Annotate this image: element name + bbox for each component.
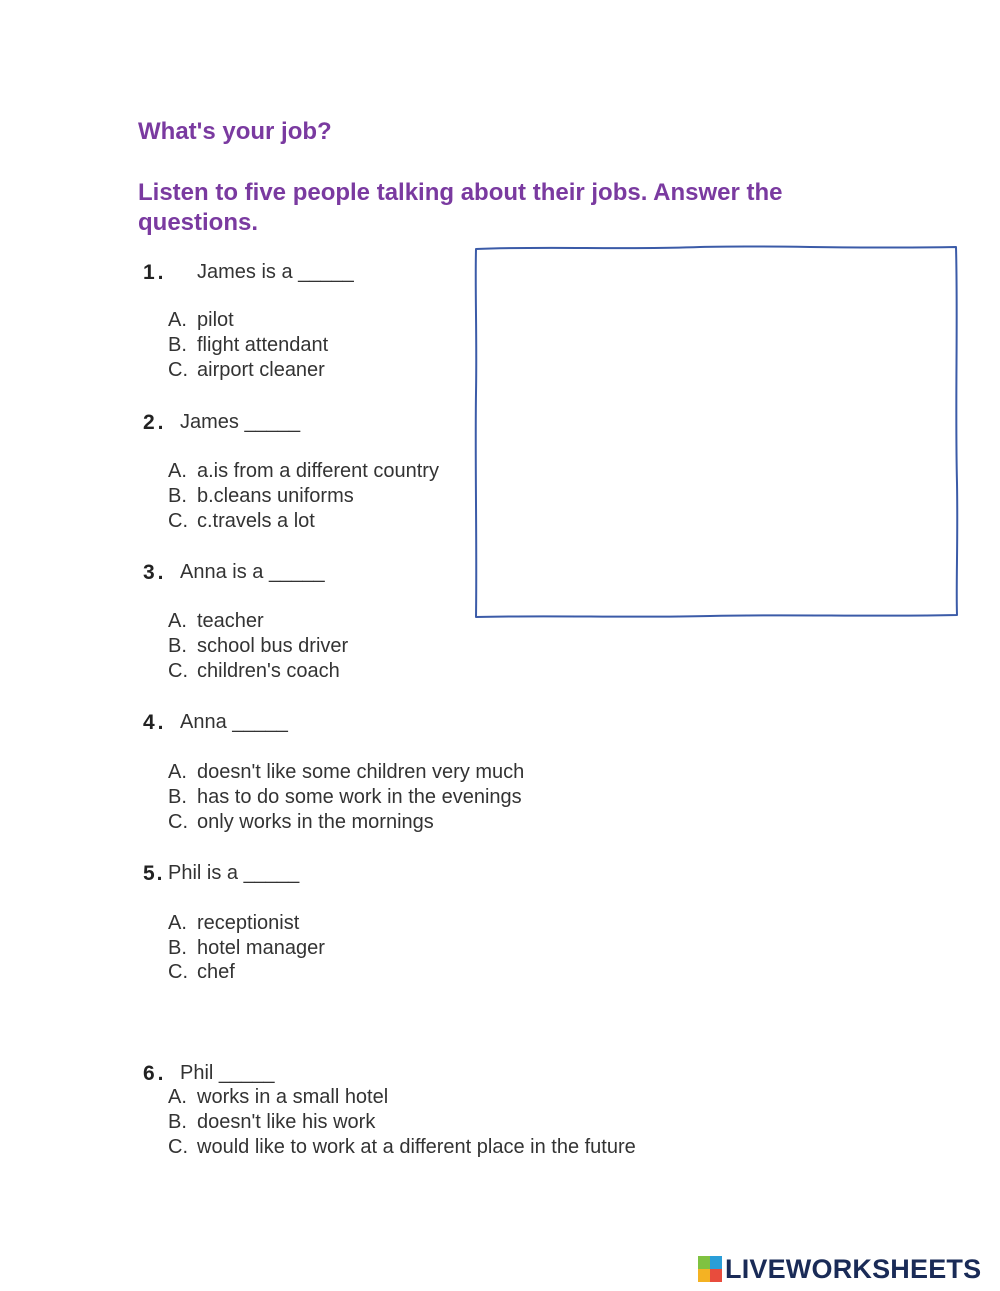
brand-footer (698, 1254, 981, 1284)
option-letter: A. (168, 1086, 187, 1108)
option-text: b.cleans uniforms (197, 485, 354, 507)
option-text: would like to work at a different place in the future (197, 1136, 636, 1158)
option-letter: A. (168, 460, 187, 482)
question-number: 5. (143, 862, 165, 885)
answer-option[interactable] (168, 786, 522, 809)
question-text: Anna is a _____ (180, 561, 325, 583)
option-text: works in a small hotel (197, 1086, 389, 1108)
option-text: flight attendant (197, 334, 329, 356)
answer-option[interactable] (168, 309, 234, 332)
option-text: only works in the mornings (197, 811, 434, 833)
option-text: hotel manager (197, 937, 325, 959)
question-text: Anna _____ (180, 711, 288, 733)
answer-option[interactable] (168, 660, 340, 683)
option-text: children's coach (197, 660, 340, 682)
answer-option[interactable] (168, 1111, 375, 1134)
option-text: receptionist (197, 912, 300, 934)
option-letter: A. (168, 761, 187, 783)
answer-option[interactable] (168, 912, 299, 935)
brand-name: LIVEWORKSHEETS (725, 1253, 982, 1284)
instructions: Listen to five people talking about their jobs. Answer the questions. (138, 179, 783, 236)
option-text: c.travels a lot (197, 510, 315, 532)
answer-option[interactable] (168, 485, 354, 508)
answer-option[interactable] (168, 811, 434, 834)
option-letter: B. (168, 937, 187, 959)
option-text: doesn't like some children very much (197, 761, 525, 783)
option-letter: B. (168, 635, 187, 657)
option-text: chef (197, 961, 235, 983)
question-number: 4. (143, 711, 167, 734)
answer-option[interactable] (168, 610, 264, 633)
option-text: doesn't like his work (197, 1111, 376, 1133)
question-number: 2. (143, 411, 167, 434)
question-text: James is a _____ (197, 261, 354, 283)
option-letter: C. (168, 660, 188, 682)
option-letter: C. (168, 1136, 188, 1158)
answer-option[interactable] (168, 635, 348, 658)
question-text: Phil _____ (180, 1062, 275, 1084)
answer-option[interactable] (168, 1136, 636, 1159)
page-title: What's your job? (138, 118, 332, 145)
question-text: Phil is a _____ (168, 862, 300, 884)
option-text: school bus driver (197, 635, 349, 657)
option-letter: C. (168, 961, 188, 983)
question-text: James _____ (180, 411, 301, 433)
option-text: has to do some work in the evenings (197, 786, 522, 808)
option-letter: B. (168, 485, 187, 507)
answer-option[interactable] (168, 510, 315, 533)
option-letter: C. (168, 811, 188, 833)
option-letter: C. (168, 359, 188, 381)
answer-drawing-box[interactable] (470, 243, 962, 621)
option-letter: A. (168, 309, 187, 331)
answer-option[interactable] (168, 334, 328, 357)
answer-option[interactable] (168, 359, 325, 382)
option-letter: A. (168, 610, 187, 632)
question-number: 6. (143, 1062, 167, 1085)
answer-option[interactable] (168, 937, 325, 960)
question-number: 3. (143, 561, 167, 584)
option-text: teacher (197, 610, 264, 632)
answer-option[interactable] (168, 961, 235, 984)
question-number: 1. (143, 261, 167, 284)
answer-option[interactable] (168, 1086, 388, 1109)
option-letter: A. (168, 912, 187, 934)
option-text: a.is from a different country (197, 460, 439, 482)
option-text: pilot (197, 309, 234, 331)
option-letter: C. (168, 510, 188, 532)
liveworksheets-logo-icon (698, 1256, 722, 1282)
option-letter: B. (168, 786, 187, 808)
answer-option[interactable] (168, 761, 524, 784)
answer-option[interactable] (168, 460, 439, 483)
option-letter: B. (168, 1111, 187, 1133)
option-text: airport cleaner (197, 359, 325, 381)
option-letter: B. (168, 334, 187, 356)
